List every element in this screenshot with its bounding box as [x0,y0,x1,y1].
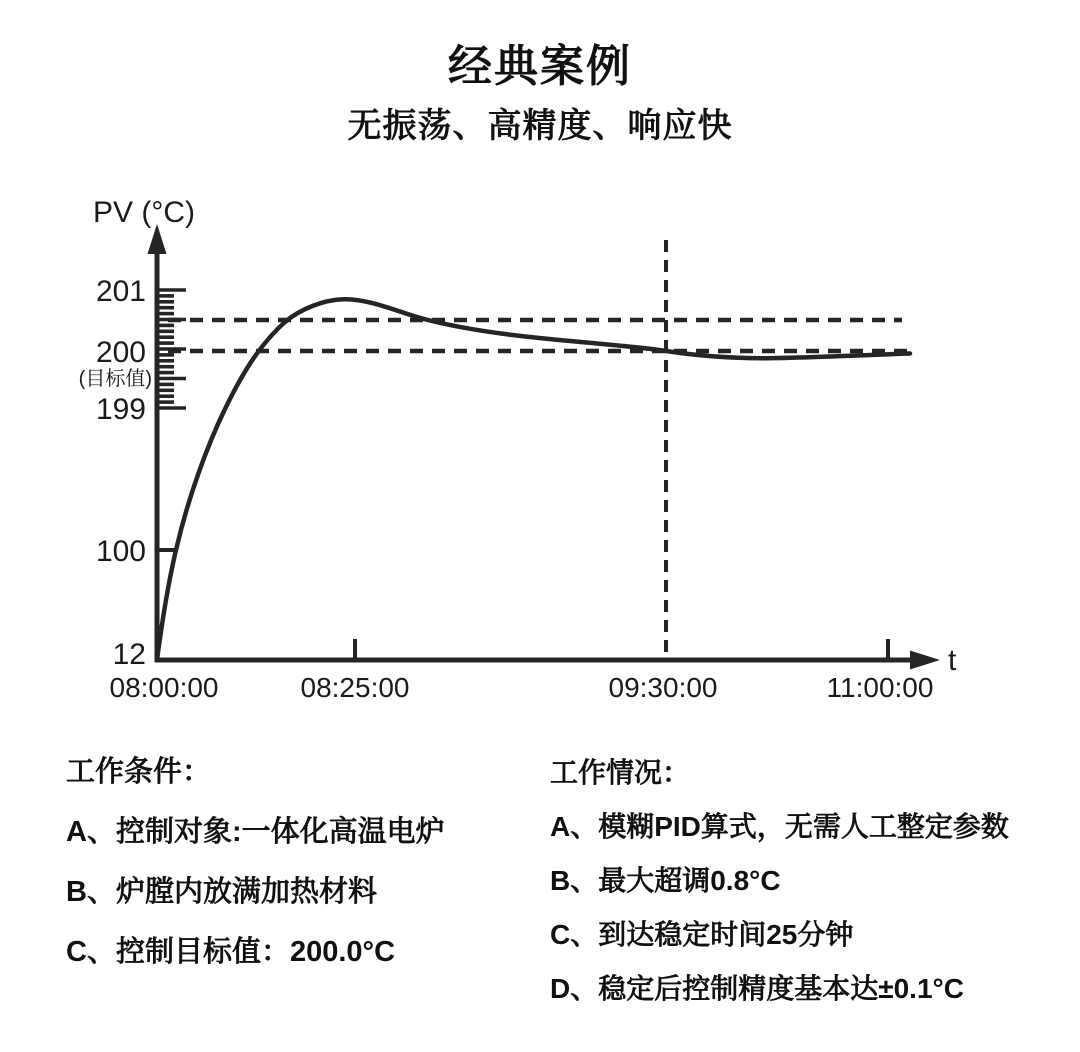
working-conditions-item-b: B、炉膛内放满加热材料 [66,876,377,908]
y-tick-label-100: 100 [95,535,146,568]
x-tick-label-1100: 11:00:00 [826,672,934,703]
y-tick-label-target: (目标值) [78,368,152,390]
working-conditions-item-c: C、控制目标值：200.0°C [66,936,396,968]
working-conditions-item-a: A、控制对象:一体化高温电炉 [66,816,445,848]
page-subtitle: 无振荡、高精度、响应快 [347,107,733,145]
working-conditions-heading: 工作条件： [66,756,212,788]
x-axis-arrow-icon [910,651,940,670]
page-title: 经典案例 [448,42,632,91]
working-status-item-a: A、模糊PID算式，无需人工整定参数 [550,811,1009,842]
y-tick-label-200: 200 [95,336,146,369]
pv-trend-chart [0,170,1080,710]
pv-curve [157,299,910,660]
x-tick-label-0825: 08:25:00 [300,672,410,703]
working-conditions-block [66,742,566,982]
working-status-block [550,746,1050,1016]
y-axis-title: PV (°C) [93,196,195,229]
working-status-item-b: B、最大超调0.8°C [550,865,781,896]
y-tick-label-199: 199 [95,393,146,426]
x-axis-title: t [948,644,957,677]
y-tick-label-12: 12 [112,638,146,671]
y-tick-label-201: 201 [95,275,146,308]
working-status-item-d: D、稳定后控制精度基本达±0.1°C [550,973,964,1004]
working-status-item-c: C、到达稳定时间25分钟 [550,919,854,950]
x-tick-label-0930: 09:30:00 [608,672,718,703]
x-tick-label-0800: 08:00:00 [109,672,219,703]
working-status-heading: 工作情况： [550,757,691,788]
